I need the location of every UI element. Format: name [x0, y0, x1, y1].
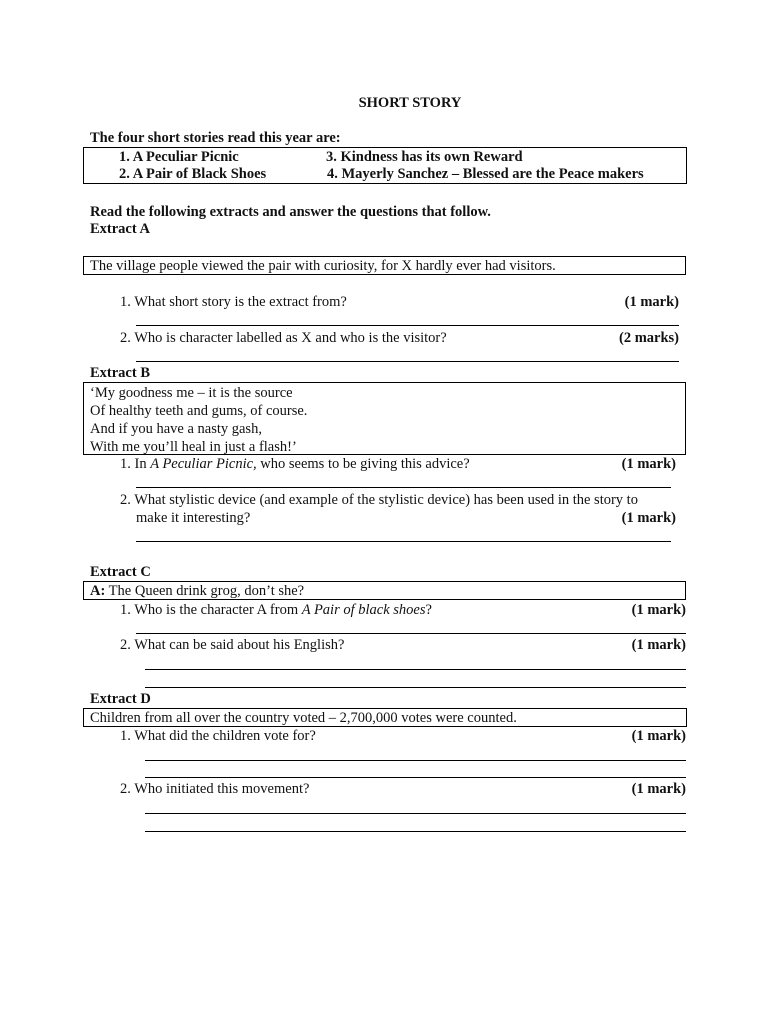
extract-a-question-1: 1. What short story is the extract from? [120, 294, 347, 310]
extract-b-line: ‘My goodness me – it is the source [90, 385, 293, 401]
extract-a-box [83, 256, 686, 275]
question-text: 1. Who is the character A from [120, 602, 302, 618]
extract-d-heading: Extract D [90, 691, 151, 707]
extract-a-text: The village people viewed the pair with curiosity, for X hardly ever had visitors. [90, 258, 556, 274]
extract-a-question-2: 2. Who is character labelled as X and who is the visitor? [120, 330, 447, 346]
extract-b-line: With me you’ll heal in just a flash!’ [90, 439, 297, 455]
story-title: A Pair of black shoes [301, 602, 426, 618]
extract-d-question-2: 2. Who initiated this movement? [120, 781, 310, 797]
answer-line[interactable] [136, 633, 686, 634]
extract-d-box [83, 708, 687, 727]
extract-b-line: And if you have a nasty gash, [90, 421, 262, 437]
answer-line[interactable] [145, 687, 686, 688]
speaker-label: A: [90, 583, 106, 599]
answer-line[interactable] [145, 777, 686, 778]
extract-c-question-2-marks: (1 mark) [631, 637, 686, 653]
instructions: Read the following extracts and answer the questions that follow. [90, 204, 491, 220]
story-title: A Peculiar Picnic, [150, 456, 257, 472]
answer-line[interactable] [136, 541, 671, 542]
story-item: 3. Kindness has its own Reward [326, 149, 523, 165]
extract-a-question-2-marks: (2 marks) [618, 330, 679, 346]
extract-a-question-1-marks: (1 mark) [624, 294, 679, 310]
extract-d-question-1-marks: (1 mark) [631, 728, 686, 744]
question-text: who seems to be giving this advice? [256, 456, 470, 472]
extract-d-question-2-marks: (1 mark) [631, 781, 686, 797]
answer-line[interactable] [136, 325, 679, 326]
story-item: 2. A Pair of Black Shoes [119, 166, 267, 182]
answer-line[interactable] [145, 831, 686, 832]
extract-c-question-1-marks: (1 mark) [631, 602, 686, 618]
answer-line[interactable] [145, 669, 686, 670]
page-title: SHORT STORY [358, 95, 462, 111]
extract-b-box [83, 382, 686, 455]
answer-line[interactable] [136, 487, 671, 488]
extract-b-question-2-marks: (1 mark) [621, 510, 676, 526]
extract-c-question-2: 2. What can be said about his English? [120, 637, 345, 653]
stories-box [83, 147, 687, 184]
story-item: 4. Mayerly Sanchez – Blessed are the Peace makers [327, 166, 644, 182]
extract-b-question-1-marks: (1 mark) [621, 456, 676, 472]
extract-a-heading: Extract A [90, 221, 150, 237]
question-text: 1. In [120, 456, 151, 472]
extract-c-box [83, 581, 686, 600]
extract-b-question-2-line-1: 2. What stylistic device (and example of the stylistic device) has been used in the story to [120, 492, 638, 508]
answer-line[interactable] [145, 760, 686, 761]
extract-c-question-1 [120, 601, 432, 619]
extract-b-question-2-line-2: make it interesting? [136, 510, 251, 526]
answer-line[interactable] [145, 813, 686, 814]
question-text: ? [425, 602, 432, 618]
extract-c-text [90, 582, 304, 600]
dialogue-text: The Queen drink grog, don’t she? [105, 583, 305, 599]
extract-d-text: Children from all over the country voted – 2,700,000 votes were counted. [90, 710, 517, 726]
extract-d-question-1: 1. What did the children vote for? [120, 728, 316, 744]
extract-c-heading: Extract C [90, 564, 151, 580]
extract-b-heading: Extract B [90, 365, 150, 381]
extract-b-line: Of healthy teeth and gums, of course. [90, 403, 308, 419]
extract-b-question-1 [120, 455, 470, 473]
story-item: 1. A Peculiar Picnic [119, 149, 239, 165]
intro-text: The four short stories read this year are: [90, 130, 341, 146]
answer-line[interactable] [136, 361, 679, 362]
